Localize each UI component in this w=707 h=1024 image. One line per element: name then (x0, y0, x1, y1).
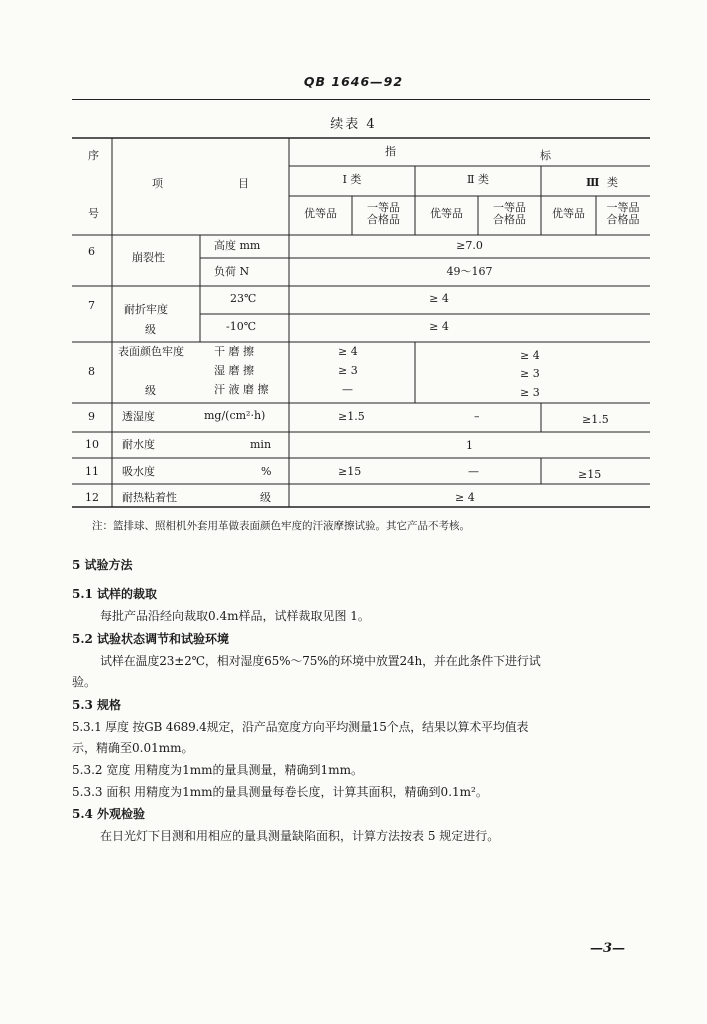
page-number: —3— (590, 941, 626, 956)
row11-v1: ≥15 (338, 465, 362, 478)
row7-val2: ≥ 4 (429, 320, 449, 333)
grade-excellent-1: 优等品 (304, 207, 337, 220)
row8-b2: ≥ 3 (520, 367, 540, 380)
row8-no: 8 (88, 365, 95, 378)
header-indicator-1: 指 (385, 145, 396, 158)
section-5-heading: 5 试验方法 (72, 558, 133, 572)
row8-sub1: 干 磨 擦 (214, 345, 254, 358)
row8-a3: — (342, 383, 353, 396)
row9-v3: ≥1.5 (582, 413, 609, 426)
row10-name: 耐水度 (122, 438, 155, 451)
row12-no: 12 (85, 491, 99, 504)
row9-name: 透湿度 (122, 410, 155, 423)
table-title: 续表 4 (330, 117, 377, 132)
header-seq: 序 (88, 149, 99, 162)
standard-code: QB 1646—92 (303, 74, 404, 89)
grade-excellent-3: 优等品 (552, 207, 585, 220)
row7-no: 7 (88, 299, 95, 312)
row8-b1: ≥ 4 (520, 349, 540, 362)
header-item-2: 目 (238, 177, 249, 190)
header-indicator-2: 标 (540, 149, 551, 162)
header-class-3-roman: Ⅲ (586, 176, 600, 189)
row9-no: 9 (88, 410, 95, 423)
grade-first-2a: 一等品 (493, 201, 526, 214)
grade-excellent-2: 优等品 (430, 207, 463, 220)
row11-unit: % (261, 465, 272, 478)
header-seq-2: 号 (88, 207, 99, 220)
row7-name: 耐折牢度 (124, 303, 168, 316)
table-note: 注：篮排球、照相机外套用革做表面颜色牢度的汗液摩擦试验。其它产品不考核。 (92, 520, 470, 532)
row6-val1: ≥7.0 (456, 239, 483, 252)
header-class-1: Ⅰ 类 (342, 173, 362, 186)
header-rule (72, 99, 650, 100)
section-5-3-3: 5.3.3 面积 用精度为1mm的量具测量每卷长度，计算其面积，精确到0.1m²。 (72, 785, 488, 799)
row6-no: 6 (88, 245, 95, 258)
header-class-3-word: 类 (607, 176, 618, 189)
row8-a2: ≥ 3 (338, 364, 358, 377)
header-class-2: Ⅱ 类 (467, 173, 489, 186)
section-5-4-heading: 5.4 外观检验 (72, 807, 146, 821)
grade-first-3a: 一等品 (606, 201, 640, 214)
section-5-3-1: 5.3.1 厚度 按GB 4689.4规定，沿产品宽度方向平均测量15个点，结果以算术平均值表 (72, 720, 529, 734)
section-5-4-text: 在日光灯下目测和用相应的量具测量缺陷面积，计算方法按表 5 规定进行。 (100, 829, 500, 843)
section-5-2-text-cont: 验。 (72, 675, 97, 689)
row12-name: 耐热粘着性 (122, 491, 177, 504)
row11-v3: ≥15 (578, 468, 602, 481)
row8-b3: ≥ 3 (520, 386, 540, 399)
section-5-1-heading: 5.1 试样的裁取 (72, 587, 158, 601)
section-5-2-text: 试样在温度23±2℃，相对湿度65%～75%的环境中放置24h，并在此条件下进行试 (100, 654, 541, 668)
row9-v2: – (474, 410, 480, 423)
grade-first-2b: 合格品 (493, 213, 526, 226)
row8-sub2: 湿 磨 擦 (214, 364, 254, 377)
row7-sub2: -10℃ (226, 320, 257, 333)
grade-first-1a: 一等品 (367, 201, 400, 214)
row6-name: 崩裂性 (132, 251, 165, 264)
row6-sub1: 高度 mm (214, 239, 261, 252)
row7-val1: ≥ 4 (429, 292, 449, 305)
row8-unit: 级 (145, 384, 156, 397)
row11-no: 11 (85, 465, 99, 478)
grade-first-3b: 合格品 (606, 213, 640, 226)
row8-a1: ≥ 4 (338, 345, 358, 358)
row8-sub3: 汗 液 磨 擦 (214, 383, 269, 396)
row11-name: 吸水度 (122, 465, 155, 478)
row12-unit: 级 (260, 491, 271, 504)
row12-v: ≥ 4 (455, 491, 475, 504)
row10-no: 10 (85, 438, 99, 451)
row8-name: 表面颜色牢度 (118, 345, 184, 358)
section-5-3-1-cont: 示，精确至0.01mm。 (72, 741, 194, 755)
section-5-1-text: 每批产品沿经向裁取0.4m样品，试样裁取见图 1。 (100, 609, 370, 623)
row6-sub2: 负荷 N (214, 265, 250, 278)
grade-first-1b: 合格品 (367, 213, 400, 226)
row11-v2: — (468, 465, 479, 478)
row10-unit: min (250, 438, 272, 451)
section-5-3-2: 5.3.2 宽度 用精度为1mm的量具测量，精确到1mm。 (72, 763, 363, 777)
row7-unit: 级 (145, 323, 156, 336)
section-5-2-heading: 5.2 试验状态调节和试验环境 (72, 632, 230, 646)
row9-unit: mg/(cm²·h) (204, 409, 266, 422)
row10-v: 1 (466, 439, 473, 452)
row9-v1: ≥1.5 (338, 410, 365, 423)
section-5-3-heading: 5.3 规格 (72, 698, 122, 712)
header-item: 项 (152, 177, 163, 190)
row7-sub1: 23℃ (230, 292, 257, 305)
row6-val2: 49～167 (446, 265, 493, 278)
